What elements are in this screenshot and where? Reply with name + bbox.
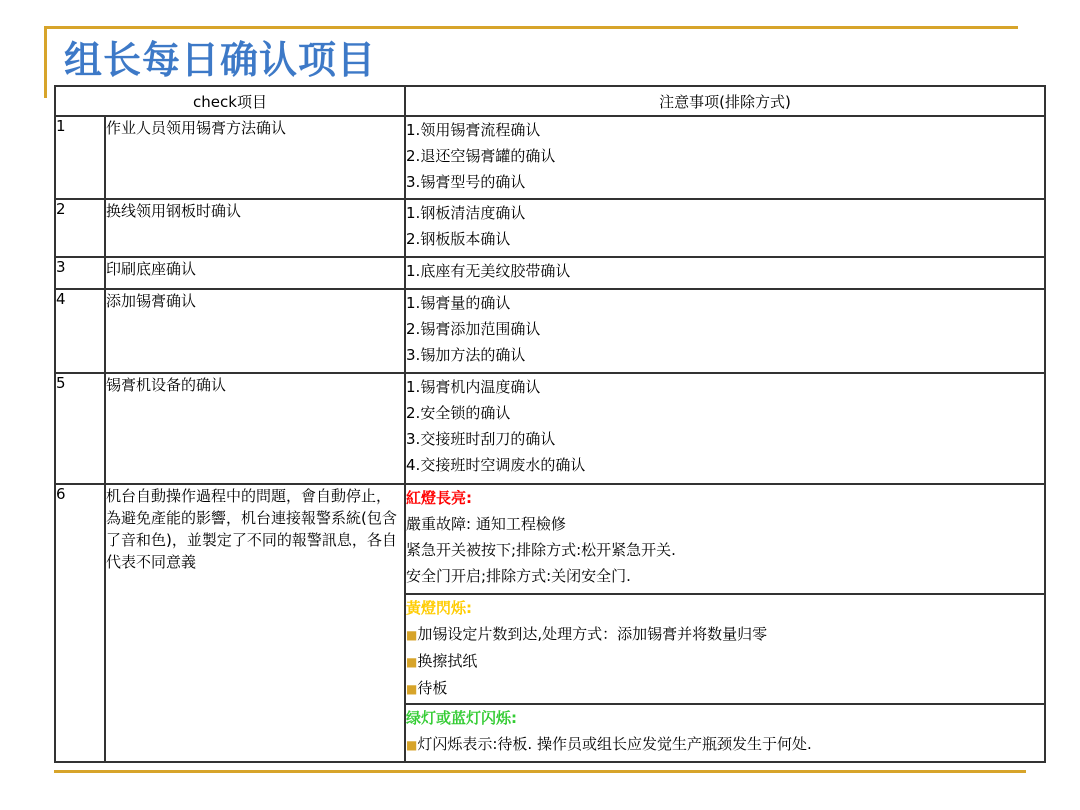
note-line xyxy=(406,675,1044,702)
note-line xyxy=(406,731,1044,758)
note-text: 待板 xyxy=(417,679,448,697)
note-line: 1.领用锡膏流程确认 xyxy=(406,121,541,139)
red-light-heading: 紅燈長亮: xyxy=(406,489,473,507)
note-line: 3.锡膏型号的确认 xyxy=(406,173,526,191)
row-notes xyxy=(405,257,1045,289)
row-item: 机台自動操作過程中的問題，會自動停止，為避免產能的影響，机台連接報警系統(包含了音和色)，並製定了不同的報警訊息，各自代表不同意義 xyxy=(105,484,405,762)
table-row xyxy=(55,116,1045,199)
square-bullet-icon: ■ xyxy=(406,738,418,752)
note-line xyxy=(406,621,1044,648)
check-table xyxy=(54,85,1046,763)
row-notes xyxy=(405,373,1045,484)
table-header-row xyxy=(55,86,1045,116)
note-line: 1.锡膏量的确认 xyxy=(406,294,511,312)
row-notes xyxy=(405,116,1045,199)
note-line: 3.锡加方法的确认 xyxy=(406,346,526,364)
note-line: 紧急开关被按下;排除方式:松开紧急开关. xyxy=(406,541,676,559)
note-line: 安全门开启;排除方式:关闭安全门. xyxy=(406,567,631,585)
row-item: 换线领用钢板时确认 xyxy=(105,199,405,257)
header-check: check项目 xyxy=(55,86,405,116)
table-row xyxy=(55,199,1045,257)
left-accent-rule xyxy=(44,26,47,98)
row-item: 印刷底座确认 xyxy=(105,257,405,289)
row-number: 5 xyxy=(55,373,105,484)
note-line: 1.底座有无美纹胶带确认 xyxy=(406,262,571,280)
row-number: 4 xyxy=(55,289,105,373)
square-bullet-icon: ■ xyxy=(406,655,418,669)
row-notes xyxy=(405,289,1045,373)
table-row xyxy=(55,373,1045,484)
table-row xyxy=(55,289,1045,373)
note-line: 2.钢板版本确认 xyxy=(406,230,511,248)
yellow-light-heading: 黃燈閃烁: xyxy=(406,599,473,617)
square-bullet-icon: ■ xyxy=(406,628,418,642)
row-item: 作业人员领用锡膏方法确认 xyxy=(105,116,405,199)
note-line: 2.锡膏添加范围确认 xyxy=(406,320,541,338)
yellow-light-block xyxy=(405,594,1045,704)
note-line xyxy=(406,648,1044,675)
square-bullet-icon: ■ xyxy=(406,682,418,696)
note-line: 3.交接班时刮刀的确认 xyxy=(406,430,556,448)
row-number: 3 xyxy=(55,257,105,289)
green-light-heading: 绿灯或蓝灯闪烁: xyxy=(406,709,518,727)
red-light-block xyxy=(405,484,1045,594)
note-line: 2.安全锁的确认 xyxy=(406,404,511,422)
row-number: 6 xyxy=(55,484,105,762)
header-notes: 注意事项(排除方式) xyxy=(405,86,1045,116)
row-notes xyxy=(405,199,1045,257)
row-item: 锡膏机设备的确认 xyxy=(105,373,405,484)
note-line: 1.锡膏机内温度确认 xyxy=(406,378,541,396)
row-number: 1 xyxy=(55,116,105,199)
top-accent-rule xyxy=(46,26,1018,29)
row-item: 添加锡膏确认 xyxy=(105,289,405,373)
note-line: 2.退还空锡膏罐的确认 xyxy=(406,147,556,165)
green-light-block xyxy=(405,704,1045,762)
note-line: 1.钢板清洁度确认 xyxy=(406,204,526,222)
table-row xyxy=(55,257,1045,289)
row-number: 2 xyxy=(55,199,105,257)
note-line: 嚴重故障: 通知工程檢修 xyxy=(406,515,566,533)
table-row xyxy=(55,484,1045,594)
note-line: 4.交接班时空调废水的确认 xyxy=(406,456,586,474)
note-text: 加锡设定片数到达,处理方式：添加锡膏并将数量归零 xyxy=(417,625,768,643)
page-title: 组长每日确认项目 xyxy=(64,38,377,82)
note-text: 换擦拭纸 xyxy=(417,652,478,670)
bottom-accent-rule xyxy=(54,770,1026,773)
note-text: 灯闪烁表示:待板. 操作员或组长应发觉生产瓶颈发生于何处. xyxy=(417,735,812,753)
